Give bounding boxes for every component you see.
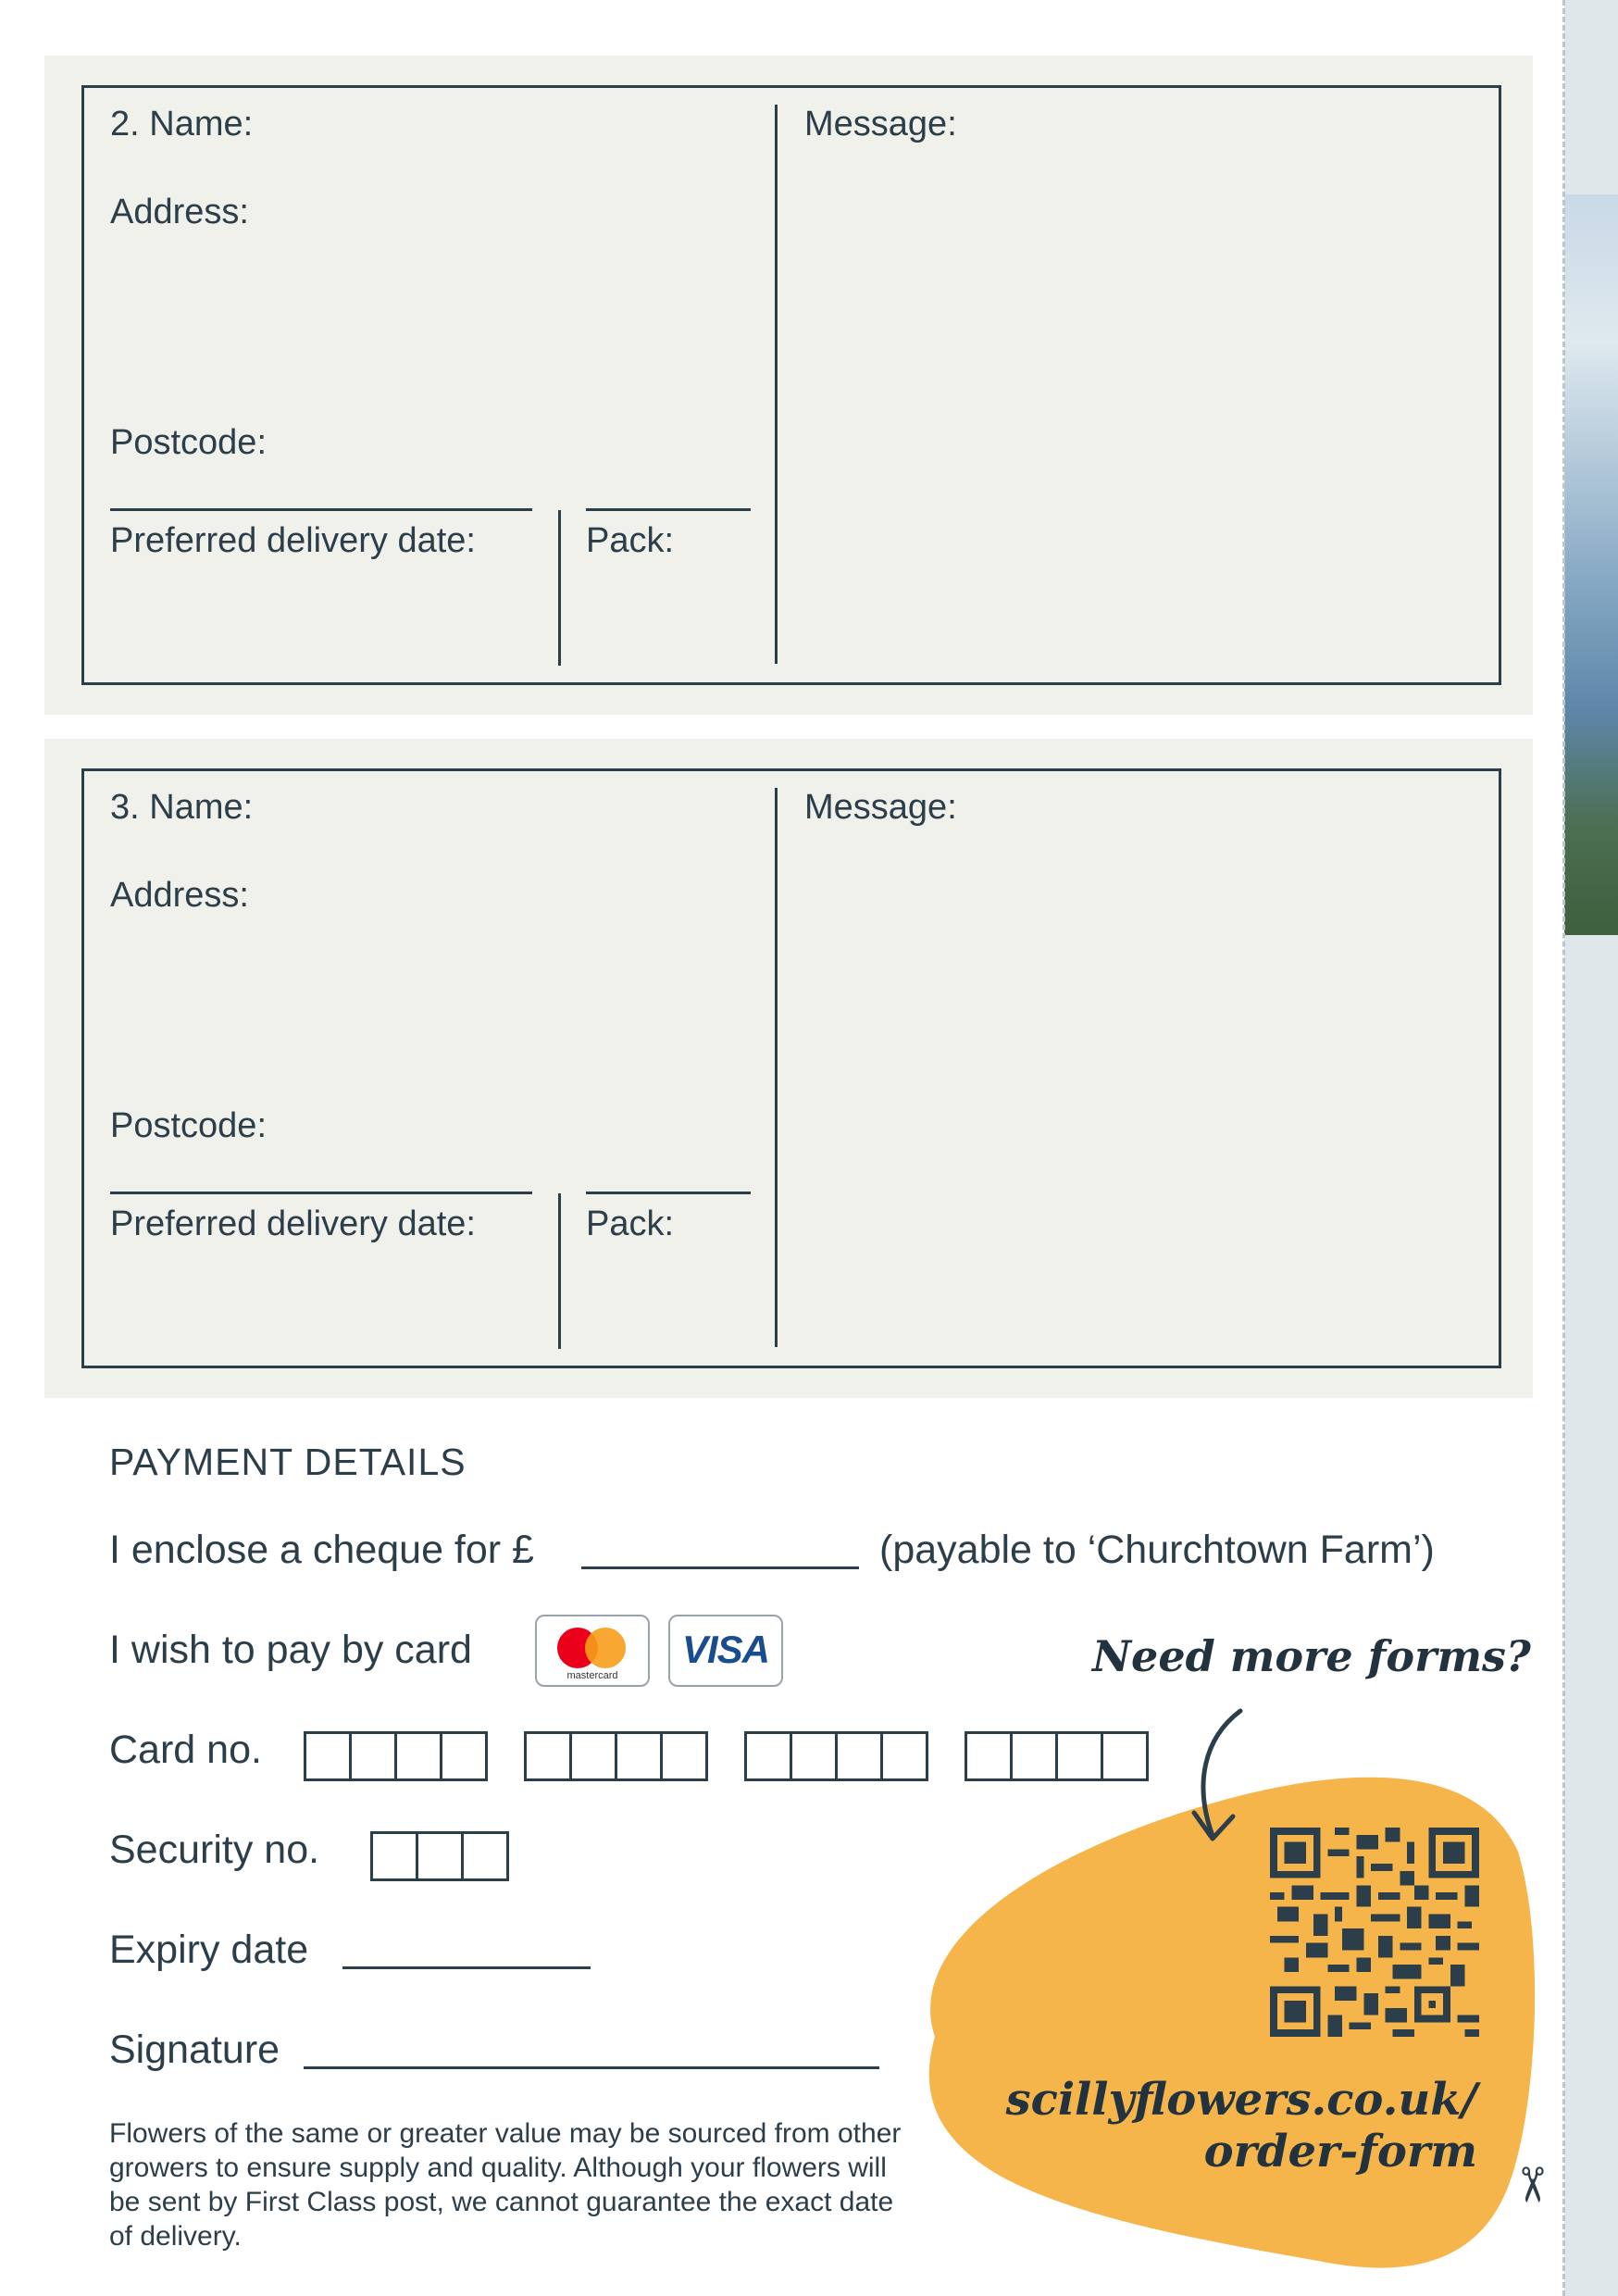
card-number-group-2[interactable] bbox=[524, 1731, 708, 1781]
pack-topline bbox=[586, 508, 751, 511]
pack-label: Pack: bbox=[586, 1204, 675, 1243]
delivery-date-label: Preferred delivery date: bbox=[110, 1204, 476, 1243]
delivery-date-label: Preferred delivery date: bbox=[110, 521, 476, 560]
scissors-icon: ✂ bbox=[1503, 2165, 1558, 2205]
delivery-divider bbox=[558, 1193, 561, 1349]
signature-label: Signature bbox=[109, 2028, 280, 2072]
mastercard-logo bbox=[535, 1615, 650, 1687]
small-print-disclaimer: Flowers of the same or greater value may be sourced from other growers to ensure supply and quality. Although your flowers will be sent by First Class post, we cannot guarantee the exact date of delivery. bbox=[109, 2118, 902, 2252]
order-form-url-line-1[interactable]: scillyflowers.co.uk/ bbox=[1005, 2074, 1477, 2126]
payment-details-title: PAYMENT DETAILS bbox=[109, 1441, 467, 1483]
address-label: Address: bbox=[110, 876, 249, 915]
name-label: 2. Name: bbox=[110, 105, 254, 144]
message-divider bbox=[775, 105, 778, 664]
expiry-date-label: Expiry date bbox=[109, 1928, 309, 1972]
security-number-label: Security no. bbox=[109, 1828, 320, 1872]
order-form-url-line-2[interactable]: order-form bbox=[1203, 2126, 1477, 2177]
address-label: Address: bbox=[110, 193, 249, 231]
curved-arrow-icon bbox=[1176, 1702, 1259, 1850]
card-number-group-1[interactable] bbox=[304, 1731, 488, 1781]
recipient-card bbox=[81, 768, 1501, 1368]
postcode-underline bbox=[110, 1192, 532, 1194]
recipient-card bbox=[81, 85, 1501, 685]
cut-line bbox=[1562, 0, 1565, 2296]
delivery-divider bbox=[558, 510, 561, 666]
card-number-label: Card no. bbox=[109, 1728, 262, 1772]
recipient-panel-3 bbox=[44, 739, 1533, 1398]
recipient-panel-2 bbox=[44, 56, 1533, 715]
card-pay-label: I wish to pay by card bbox=[109, 1628, 472, 1672]
message-label: Message: bbox=[804, 105, 957, 144]
message-divider bbox=[775, 788, 778, 1347]
qr-code[interactable] bbox=[1270, 1828, 1479, 2037]
name-label: 3. Name: bbox=[110, 788, 254, 827]
pack-topline bbox=[586, 1192, 751, 1194]
mastercard-wordmark: mastercard bbox=[566, 1670, 618, 1681]
visa-logo bbox=[668, 1615, 783, 1687]
postcode-label: Postcode: bbox=[110, 1106, 267, 1145]
expiry-date-line[interactable] bbox=[342, 1966, 591, 1969]
postcode-label: Postcode: bbox=[110, 423, 267, 462]
security-number-boxes[interactable] bbox=[370, 1831, 509, 1881]
message-label: Message: bbox=[804, 788, 957, 827]
visa-wordmark: VISA bbox=[681, 1628, 770, 1671]
signature-line[interactable] bbox=[304, 2066, 879, 2069]
need-more-forms-heading: Need more forms? bbox=[1092, 1631, 1531, 1681]
cheque-payable-note: (payable to ‘Churchtown Farm’) bbox=[879, 1528, 1435, 1572]
postcode-underline bbox=[110, 508, 532, 511]
edge-photo bbox=[1564, 194, 1618, 935]
pack-label: Pack: bbox=[586, 521, 675, 560]
cheque-amount-line[interactable] bbox=[581, 1566, 859, 1569]
cheque-label: I enclose a cheque for £ bbox=[109, 1528, 534, 1572]
